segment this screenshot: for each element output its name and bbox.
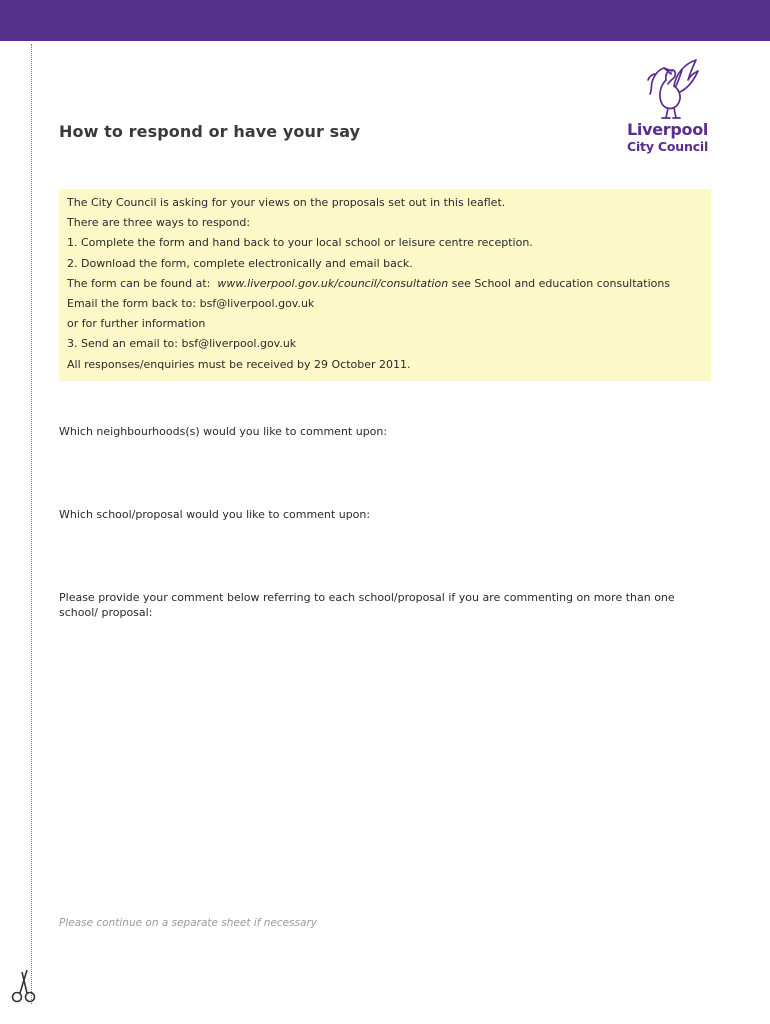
top-purple-band xyxy=(0,0,770,41)
logo-text-liverpool: Liverpool xyxy=(627,120,709,139)
info-ways-heading: There are three ways to respond: xyxy=(67,216,251,230)
info-deadline: All responses/enquiries must be received by 29 October 2011. xyxy=(67,357,411,371)
info-form-location-prefix: The form can be found at: xyxy=(67,276,211,290)
info-way-2: 2. Download the form, complete electronically and email back. xyxy=(67,256,413,270)
info-form-location xyxy=(67,274,703,294)
info-further: or for further information xyxy=(67,317,206,331)
info-way-3: 3. Send an email to: bsf@liverpool.gov.uk xyxy=(67,337,297,351)
consultation-url-link[interactable]: www.liverpool.gov.uk/council/consultation xyxy=(217,276,449,290)
comment-answer-field[interactable] xyxy=(59,622,711,908)
info-box xyxy=(59,189,711,381)
question-neighbourhoods: Which neighbourhoods(s) would you like to comment upon: xyxy=(59,425,388,438)
info-way-1: 1. Complete the form and hand back to your local school or leisure centre reception. xyxy=(67,236,533,250)
question-school-proposal: Which school/proposal would you like to comment upon: xyxy=(59,508,371,521)
question-comment: Please provide your comment below referring to each school/proposal if you are commenting on more than one school/ proposal: xyxy=(59,591,675,619)
info-form-location-suffix: see School and education consultations xyxy=(451,276,671,290)
liverpool-city-council-logo xyxy=(624,56,716,156)
school-proposal-answer-field[interactable] xyxy=(59,525,711,583)
scissors-icon xyxy=(10,966,40,1006)
info-intro: The City Council is asking for your views on the proposals set out in this leaflet. xyxy=(67,196,506,209)
continue-note: Please continue on a separate sheet if necessary xyxy=(59,917,317,929)
liver-bird-icon xyxy=(638,56,704,122)
neighbourhoods-answer-field[interactable] xyxy=(59,442,711,500)
logo-text-city-council: City Council xyxy=(627,139,709,154)
page-title: How to respond or have your say xyxy=(59,122,361,141)
info-email-back: Email the form back to: bsf@liverpool.gov.uk xyxy=(67,297,315,311)
cut-line xyxy=(31,44,32,1004)
